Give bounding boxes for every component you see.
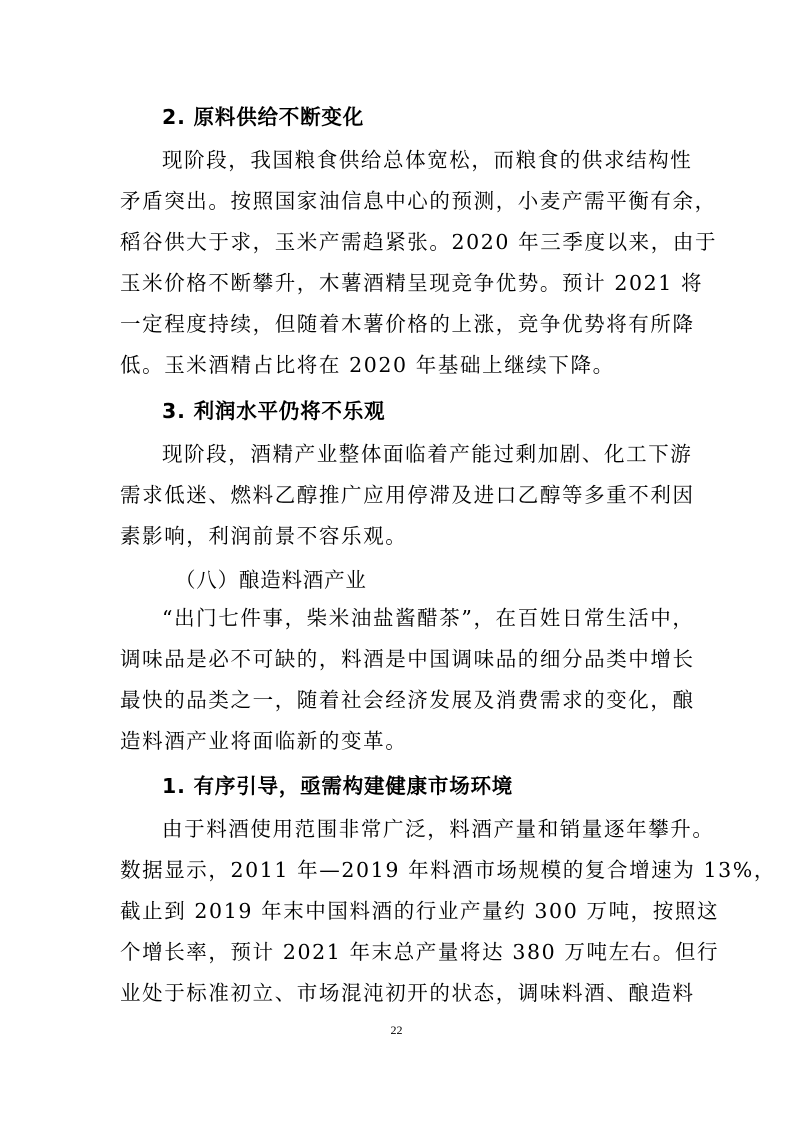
section-heading-orderly-guidance: 1. 有序引导，亟需构建健康市场环境 [162, 774, 514, 798]
paragraph-line: 造料酒产业将面临新的变革。 [120, 729, 408, 753]
paragraph-line: 现阶段，酒精产业整体面临着产能过剩加剧、化工下游 [162, 442, 693, 466]
paragraph-line: 最快的品类之一，随着社会经济发展及消费需求的变化，酿 [120, 688, 695, 712]
paragraph-line: 玉米价格不断攀升，木薯酒精呈现竞争优势。预计 2021 将 [120, 271, 704, 295]
section-heading-cooking-wine-industry: （八）酿造料酒产业 [175, 568, 367, 592]
paragraph-line: 由于料酒使用范围非常广泛，料酒产量和销量逐年攀升。 [162, 817, 715, 841]
section-heading-raw-material-supply: 2. 原料供给不断变化 [162, 105, 364, 129]
section-heading-profit-level: 3. 利润水平仍将不乐观 [162, 399, 386, 423]
paragraph-line: “出门七件事，柴米油盐酱醋茶”，在百姓日常生活中， [162, 606, 695, 630]
paragraph-line: 数据显示，2011 年—2019 年料酒市场规模的复合增速为 13%， [120, 858, 776, 882]
paragraph-line: 素影响，利润前景不容乐观。 [120, 524, 408, 548]
paragraph-line: 一定程度持续，但随着木薯价格的上涨，竞争优势将有所降 [120, 312, 695, 336]
paragraph-line: 调味品是必不可缺的，料酒是中国调味品的细分品类中增长 [120, 647, 695, 671]
paragraph-line: 业处于标准初立、市场混沌初开的状态，调味料酒、酿造料 [120, 981, 695, 1005]
paragraph-line: 低。玉米酒精占比将在 2020 年基础上继续下降。 [120, 353, 615, 377]
paragraph-line: 矛盾突出。按照国家油信息中心的预测，小麦产需平衡有余， [120, 189, 717, 213]
paragraph-line: 个增长率，预计 2021 年末总产量将达 380 万吨左右。但行 [120, 940, 720, 964]
paragraph-line: 稻谷供大于求，玉米产需趋紧张。2020 年三季度以来，由于 [120, 230, 718, 254]
page-number: 22 [390, 1023, 403, 1037]
paragraph-line: 需求低迷、燃料乙醇推广应用停滞及进口乙醇等多重不利因 [120, 483, 695, 507]
paragraph-line: 现阶段，我国粮食供给总体宽松，而粮食的供求结构性 [162, 148, 693, 172]
paragraph-line: 截止到 2019 年末中国料酒的行业产量约 300 万吨，按照这 [120, 899, 720, 923]
